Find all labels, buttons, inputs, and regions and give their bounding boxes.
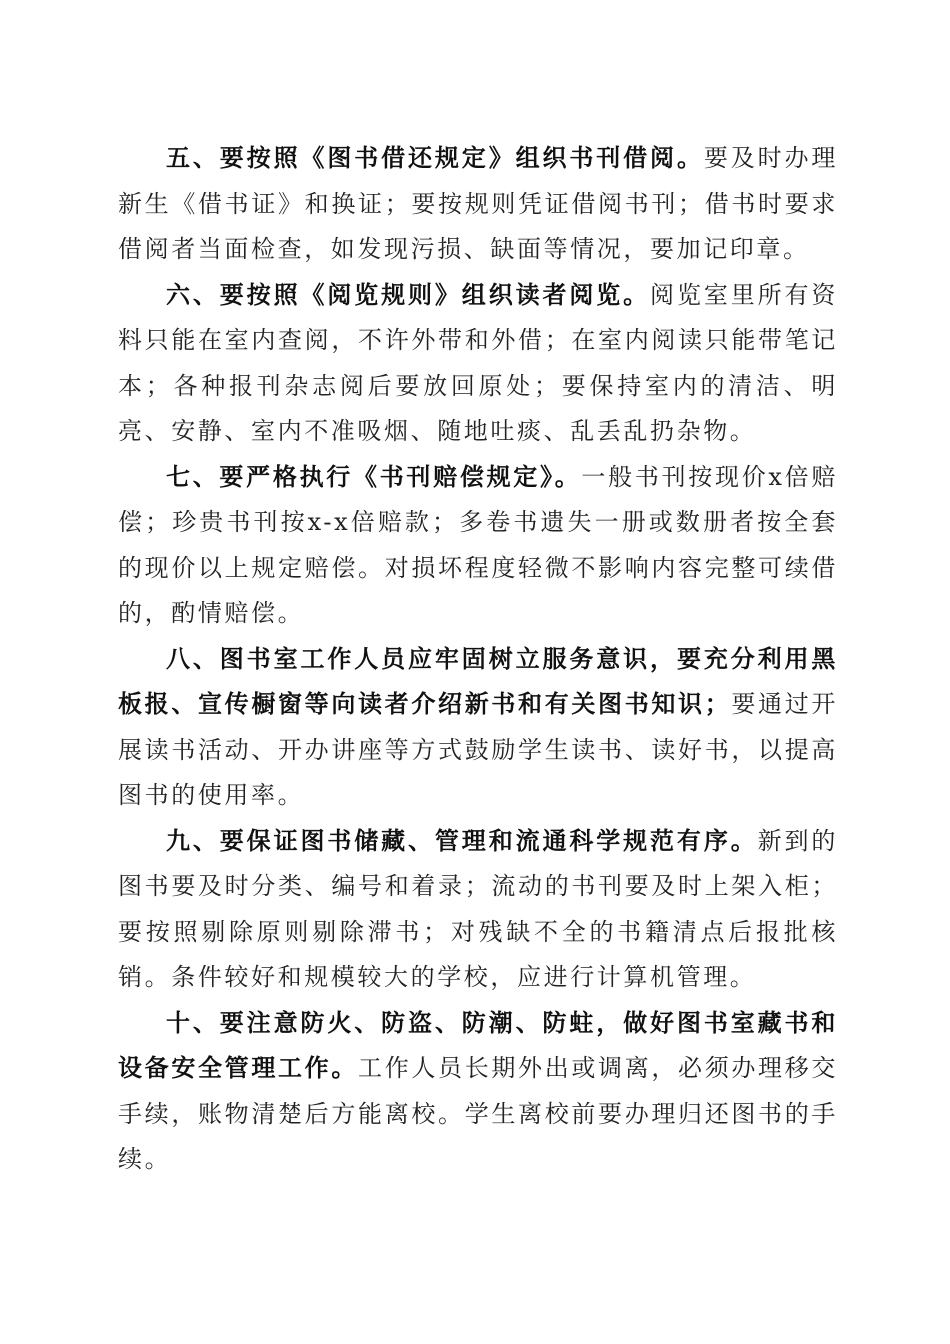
paragraph-10-heading: 十、要注意防火、防盗、防潮、防蛀，做好图书室藏书和设备安全管理工作。 <box>118 1008 838 1082</box>
paragraph-8 <box>118 637 838 819</box>
paragraph-8-body: 要通过开展读书活动、开办讲座等方式鼓励学生读书、读好书，以提高图书的使用率。 <box>118 690 838 809</box>
paragraph-10-body: 工作人员长期外出或调离，必须办理移交手续，账物清楚后方能离校。学生离校前要办理归还图书的手续。 <box>118 1054 838 1173</box>
paragraph-7-body: 一般书刊按现价x倍赔偿；珍贵书刊按x-x倍赔款；多卷书遗失一册或数册者按全套的现价以上规定赔偿。对损坏程度轻微不影响内容完整可续借的，酌情赔偿。 <box>118 462 838 627</box>
paragraph-7 <box>118 455 838 637</box>
paragraph-5-heading: 五、要按照《图书借还规定》组织书刊借阅。 <box>166 144 704 172</box>
paragraph-8-heading: 八、图书室工作人员应牢固树立服务意识，要充分利用黑板报、宣传橱窗等向读者介绍新书和有关图书知识； <box>118 644 838 718</box>
paragraph-6 <box>118 273 838 455</box>
paragraph-10 <box>118 1001 838 1183</box>
paragraph-5-body: 要及时办理新生《借书证》和换证；要按规则凭证借阅书刊；借书时要求借阅者当面检查，如发现污损、缺面等情况，要加记印章。 <box>118 144 839 263</box>
paragraph-9-body: 新到的图书要及时分类、编号和着录；流动的书刊要及时上架入柜；要按照剔除原则剔除滞书；对残缺不全的书籍清点后报批核销。条件较好和规模较大的学校，应进行计算机管理。 <box>118 826 838 991</box>
document-page <box>118 136 838 1183</box>
paragraph-5 <box>118 136 838 273</box>
paragraph-9 <box>118 819 838 1001</box>
paragraph-6-body: 阅览室里所有资料只能在室内查阅，不许外带和外借；在室内阅读只能带笔记本；各种报刊杂志阅后要放回原处；要保持室内的清洁、明亮、安静、室内不准吸烟、随地吐痰、乱丢乱扔杂物。 <box>118 280 838 445</box>
paragraph-6-heading: 六、要按照《阅览规则》组织读者阅览。 <box>166 280 651 309</box>
paragraph-9-heading: 九、要保证图书储藏、管理和流通科学规范有序。 <box>166 826 758 855</box>
paragraph-7-heading: 七、要严格执行《书刊赔偿规定》。 <box>166 462 582 491</box>
